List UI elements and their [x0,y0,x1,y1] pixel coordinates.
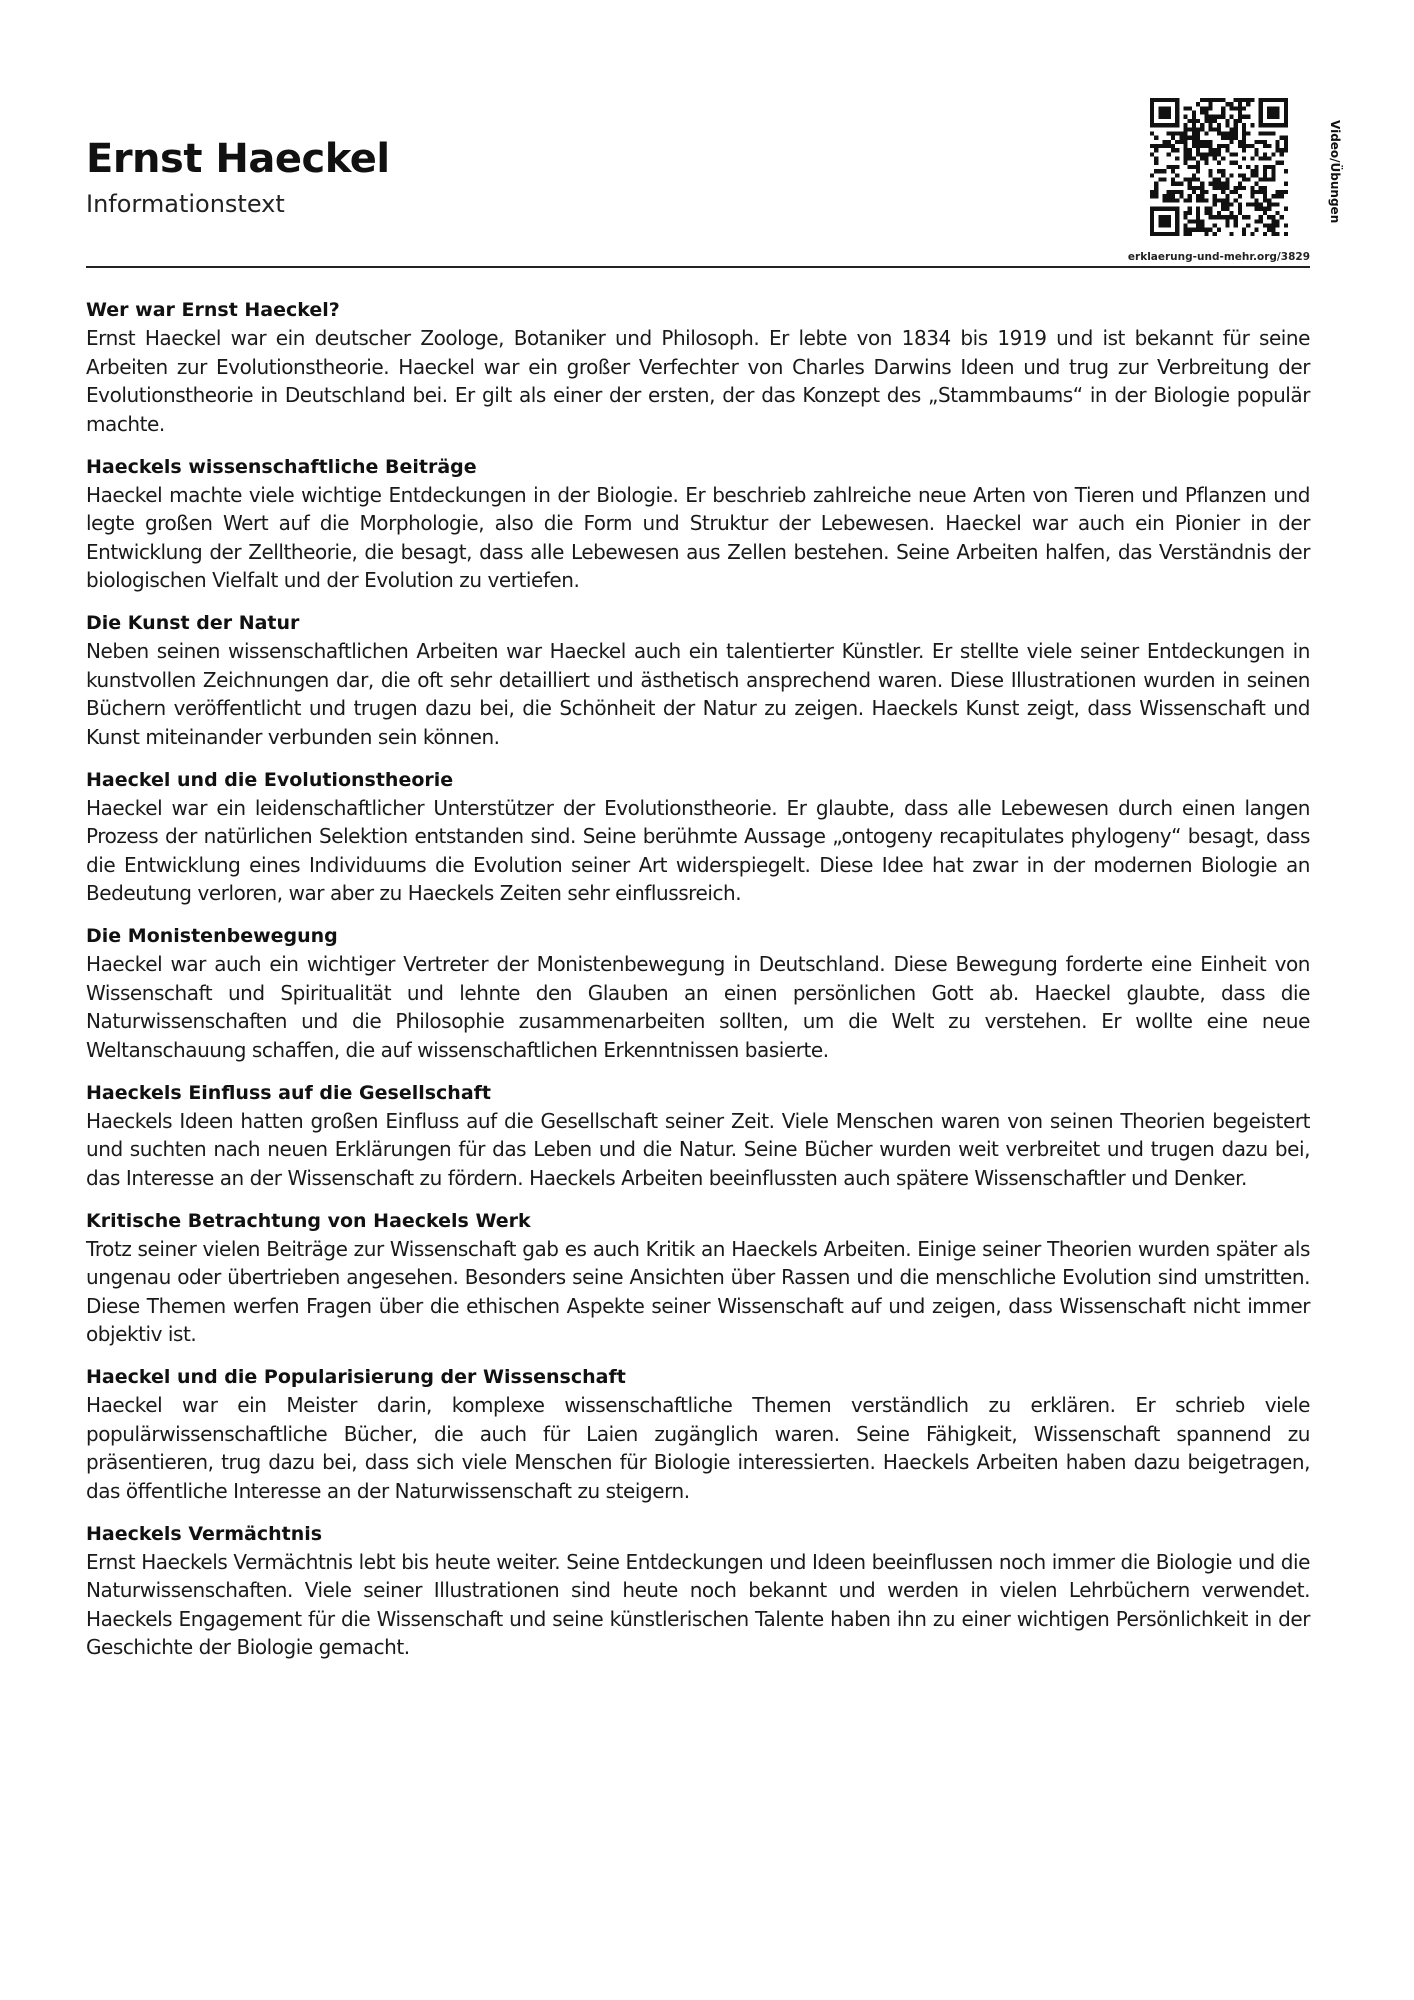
text-section [86,766,1310,908]
section-paragraph: Neben seinen wissenschaftlichen Arbeiten war Haeckel auch ein talentierter Künstler. Er stellte viele seiner Entdeckungen in kunstvollen Zeichnungen dar, die oft sehr detailliert und ästhetisch ansprechend waren. Diese Illustrationen wurden in seinen Büchern veröffentlicht und trugen dazu bei, die Schönheit der Natur zu zeigen. Haeckels Kunst zeigt, dass Wissenschaft und Kunst miteinander verbunden sein können. [86,639,1310,749]
section-paragraph: Haeckel machte viele wichtige Entdeckungen in der Biologie. Er beschrieb zahlreiche neue Arten von Tieren und Pflanzen und legte großen Wert auf die Morphologie, also die Form und Struktur der Lebewesen. Haeckel war auch ein Pionier in der Entwicklung der Zelltheorie, die besagt, dass alle Lebewesen aus Zellen bestehen. Seine Arbeiten halfen, das Verständnis der biologischen Vielfalt und der Evolution zu vertiefen. [86,482,1310,592]
section-paragraph: Haeckels Ideen hatten großen Einfluss auf die Gesellschaft seiner Zeit. Viele Menschen waren von seinen Theorien begeistert und suchten nach neuen Erklärungen für das Leben und die Natur. Seine Bücher wurden weit verbreitet und trugen dazu bei, das Interesse an der Wissenschaft zu fördern. Haeckels Arbeiten beeinflussten auch spätere Wissenschaftler und Denker. [86,1108,1310,1190]
text-section [86,1207,1310,1349]
section-heading: Haeckels Einfluss auf die Gesellschaft [86,1081,491,1104]
text-section [86,609,1310,751]
qr-code[interactable] [1150,98,1288,236]
text-section [86,922,1310,1064]
text-section [86,1079,1310,1193]
page-subtitle: Informationstext [86,190,285,218]
section-heading: Die Kunst der Natur [86,612,300,634]
section-heading: Haeckels wissenschaftliche Beiträge [86,455,477,478]
qr-url-link[interactable]: erklaerung-und-mehr.org/3829 [1127,251,1310,263]
section-heading: Haeckel und die Popularisierung der Wissenschaft [86,1366,626,1388]
section-paragraph: Ernst Haeckel war ein deutscher Zoologe, Botaniker und Philosoph. Er lebte von 1834 bis 1919 und ist bekannt für seine Arbeiten zur Evolutionstheorie. Haeckel war ein großer Verfechter von Charles Darwins Ideen und trug zur Verbreitung der Evolutionstheorie in Deutschland bei. Er gilt als einer der ersten, der das Konzept des „Stammbaums“ in der Biologie populär machte. [86,326,1310,436]
info-text-body [86,296,1310,1676]
section-paragraph: Trotz seiner vielen Beiträge zur Wissenschaft gab es auch Kritik an Haeckels Arbeiten. Einige seiner Theorien wurden später als ungenau oder übertrieben angesehen. Besonders seine Ansichten über Rassen und die menschliche Evolution sind umstritten. Diese Themen werfen Fragen über die ethischen Aspekte seiner Wissenschaft auf und zeigen, dass Wissenschaft nicht immer objektiv ist. [86,1236,1310,1346]
section-paragraph: Ernst Haeckels Vermächtnis lebt bis heute weiter. Seine Entdeckungen und Ideen beeinflussen noch immer die Biologie und die Naturwissenschaften. Viele seiner Illustrationen sind heute noch bekannt und werden in vielen Lehrbüchern verwendet. Haeckels Engagement für die Wissenschaft und seine künstlerischen Talente haben ihn zu einer wichtigen Persönlichkeit in der Geschichte der Biologie gemacht. [86,1549,1310,1659]
section-heading: Wer war Ernst Haeckel? [86,299,340,321]
section-heading: Die Monistenbewegung [86,925,338,947]
section-paragraph: Haeckel war ein leidenschaftlicher Unterstützer der Evolutionstheorie. Er glaubte, dass alle Lebewesen durch einen langen Prozess der natürlichen Selektion entstanden sind. Seine berühmte Aussage „ontogeny recapitulates phylogeny“ besagt, dass die Entwicklung eines Individuums die Evolution seiner Art widerspiegelt. Diese Idee hat zwar in der modernen Biologie an Bedeutung verloren, war aber zu Haeckels Zeiten sehr einflussreich. [86,795,1310,905]
section-heading: Haeckel und die Evolutionstheorie [86,768,454,791]
text-section [86,1363,1310,1505]
section-paragraph: Haeckel war auch ein wichtiger Vertreter der Monistenbewegung in Deutschland. Diese Bewegung forderte eine Einheit von Wissenschaft und Spiritualität und lehnte den Glauben an einen persönlichen Gott ab. Haeckel glaubte, dass die Naturwissenschaften und die Philosophie zusammenarbeiten sollten, um die Welt zu verstehen. Er wollte eine neue Weltanschauung schaffen, die auf wissenschaftlichen Erkenntnissen basierte. [86,952,1310,1062]
page-title: Ernst Haeckel [86,136,390,182]
section-paragraph: Haeckel war ein Meister darin, komplexe wissenschaftliche Themen verständlich zu erklären. Er schrieb viele populärwissenschaftliche Bücher, die auch für Laien zugänglich waren. Seine Fähigkeit, Wissenschaft spannend zu präsentieren, trug dazu bei, dass sich viele Menschen für Biologie interessierten. Haeckels Arbeiten haben dazu beigetragen, das öffentliche Interesse an der Naturwissenschaft zu steigern. [86,1393,1310,1503]
section-heading: Kritische Betrachtung von Haeckels Werk [86,1209,531,1232]
header-divider [86,266,1310,268]
qr-code-graphic [1150,98,1288,236]
text-section [86,296,1310,438]
qr-label: Video/Übungen [1328,120,1342,224]
section-heading: Haeckels Vermächtnis [86,1522,323,1545]
text-section [86,453,1310,595]
text-section [86,1520,1310,1662]
